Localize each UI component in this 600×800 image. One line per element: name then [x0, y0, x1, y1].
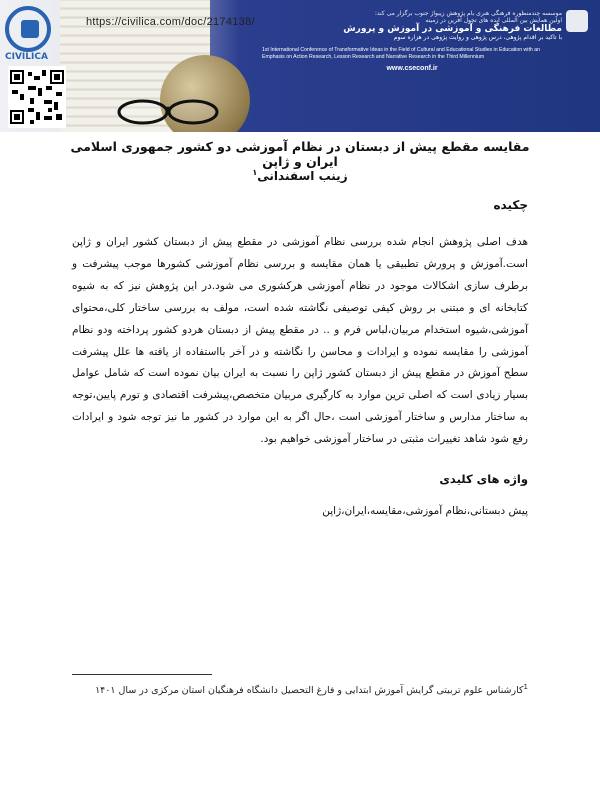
footnote-marker: 1	[523, 683, 528, 691]
keywords-list: پیش دبستانی،نظام آموزشی،مقایسه،ایران،ژاپن	[322, 505, 528, 517]
abstract-heading: چکیده	[493, 198, 528, 212]
abstract-body: هدف اصلی پژوهش انجام شده بررسی نظام آموزشی در مقطع پیش از دبستان کشور ایران و ژاپن است.آموزش و پرورش تطبیقی یا همان مقایسه و بررسی نظام آموزشی کشورها موجب پیشرفت و برطرف سازی اشکالات موجود در نظام آموزشی هرکشوری می شود.در این پژوهش نیز که به شیوه کتابخانه ای و مبتنی بر روش کیفی توصیفی نگاشته شده است، مولف به بررسی ساختار کلی،محتوای آموزشی،شیوه استخدام مربیان،لباس فرم و .. در مقطع پیش از دبستان هردو کشور پرداخته ودو نظام آموزشی را مقایسه نموده و ایرادات و محاسن را نگاشته و در آخر بااستفاده از یافته ها علل پیشرفت سطح آموزش در مقطع پیش از دبستان کشور ژاپن را نسبت به ایران بیان نموده است که شامل عوامل بسیار زیادی است که اصلی ترین موارد به کارگیری مربیان متخصص،پیشرفت اقتصادی و تورم پایین،توجه به ساختار مدارس و ساختار آموزشی است ،حال اگر به این موارد در کشور ما نیز توجه شود و ایرادات رفع شود شاهد تغییرات مثبتی در ساختار آموزشی خواهیم بود.	[72, 236, 528, 446]
qr-code	[8, 66, 66, 128]
conference-english-title: 1st International Conference of Transformative Ideas in the Field of Cultural and Educational Studies in Education with an Emphasis on Action Research, Lesson Research and Narrative Research in the Third Millennium	[262, 47, 540, 60]
conference-seal-icon	[566, 10, 588, 32]
conference-banner	[0, 0, 600, 132]
footnote-text: کارشناس علوم تربیتی گرایش آموزش ابتدایی و فارغ التحصیل دانشگاه فرهنگیان استان مرکزی در سال ۱۴۰۱	[95, 685, 524, 697]
document-url[interactable]: https://civilica.com/doc/2174138/	[86, 16, 255, 28]
paper-title: مقایسه مقطع پیش از دبستان در نظام آموزشی دو کشور جمهوری اسلامی ایران و ژاپن	[70, 139, 530, 169]
author-text: زینب اسفندانی	[257, 169, 348, 183]
conference-intro: اولین همایش بین المللی ایده های تحول آفرین در زمینه	[425, 17, 562, 24]
author-name	[60, 168, 540, 183]
footnote-divider	[72, 674, 212, 675]
conference-website: www.cseconf.ir	[386, 65, 438, 72]
conference-subtitle: با تاکید بر اقدام پژوهی، درس پژوهی و روایت پژوهی در هزاره سوم	[393, 34, 562, 41]
conference-info	[262, 10, 562, 72]
author-footnote-marker: ۱	[252, 168, 258, 177]
eyeglasses-image	[108, 96, 228, 126]
footnote	[72, 683, 528, 696]
conference-title: مطالعات فرهنگی و آموزشی در آموزش و پرورش	[343, 24, 562, 34]
conference-organizer: موسسه چندمنظوره فرهنگی هنری بام پژوهش زیبواژ جنوب برگزار می کند:	[374, 10, 562, 17]
civilica-logo: CIVILICA	[5, 6, 57, 66]
keywords-heading: واژه های کلیدی	[439, 472, 528, 486]
